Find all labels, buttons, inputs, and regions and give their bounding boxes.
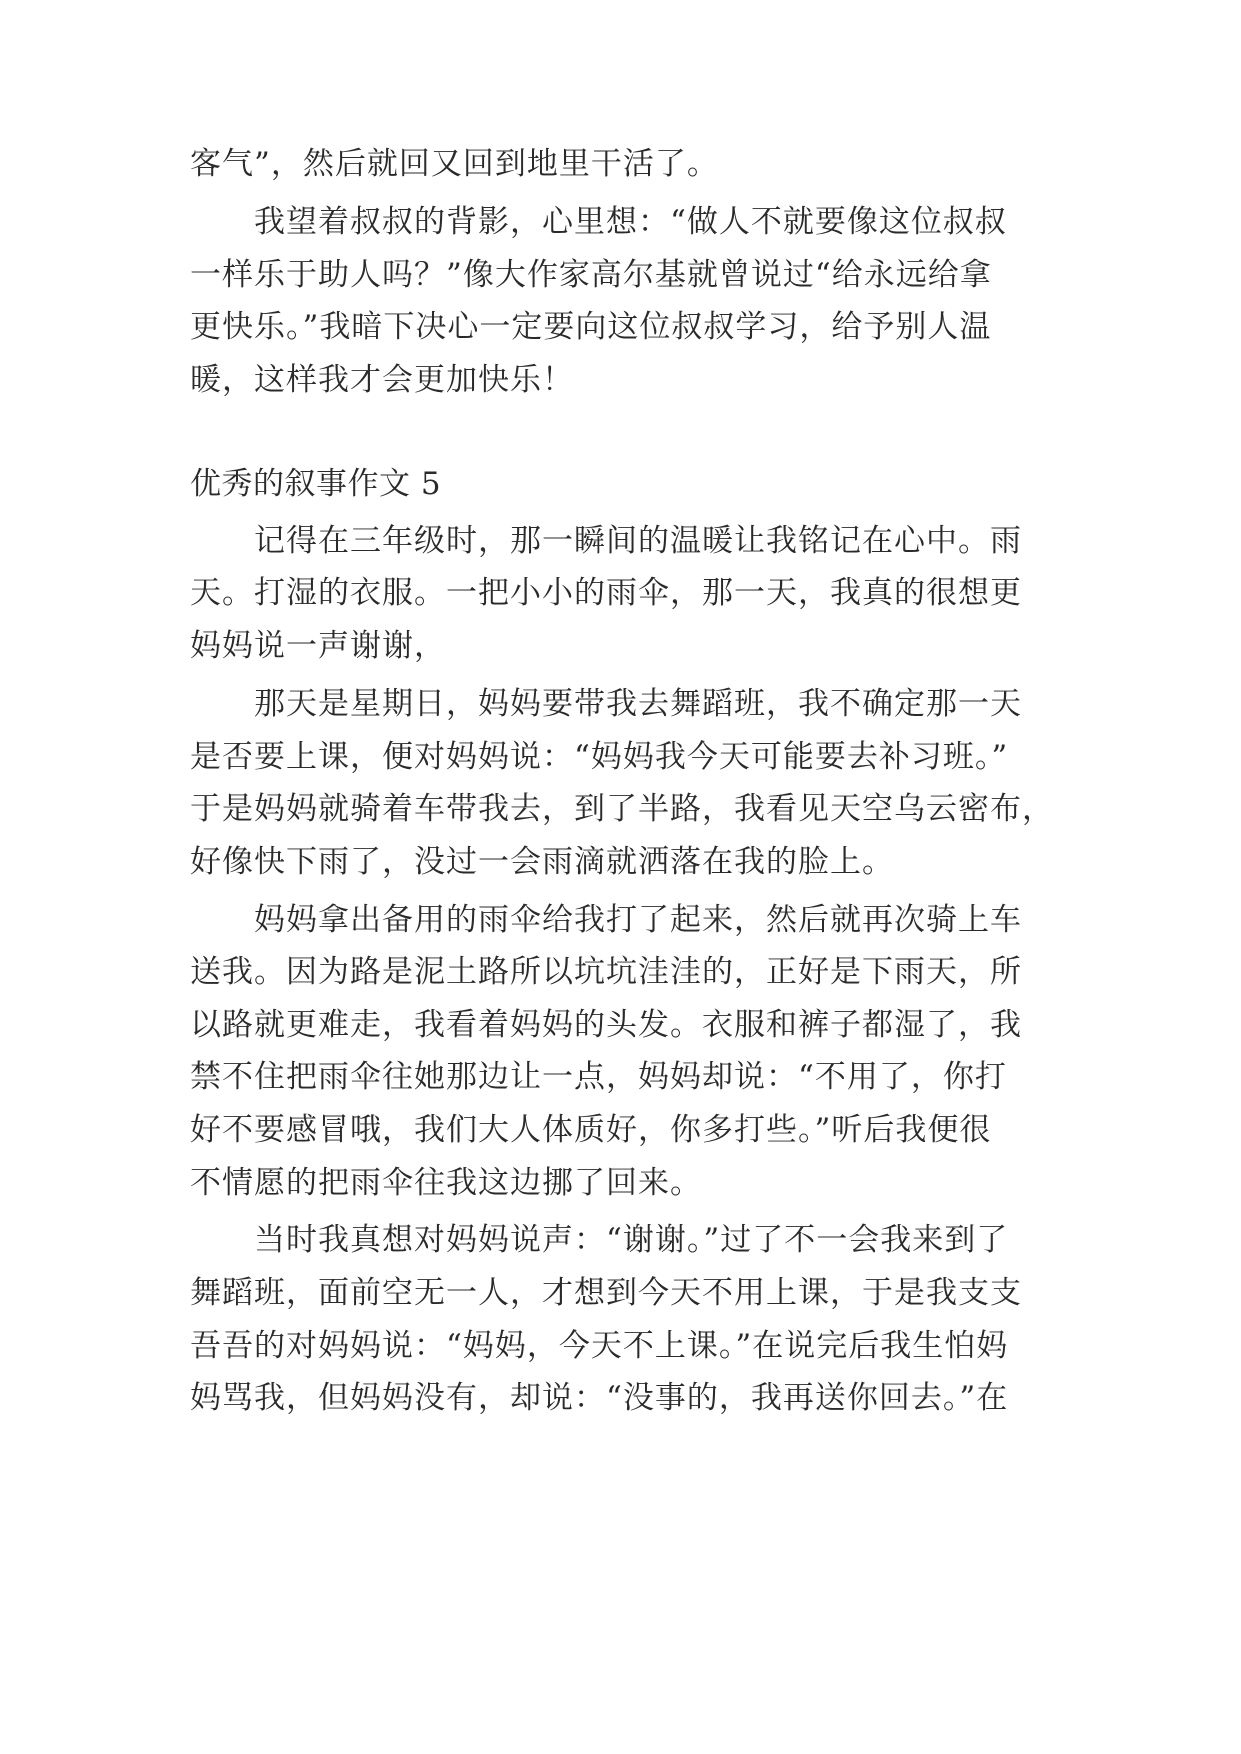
paragraph-line: 以路就更难走，我看着妈妈的头发。衣服和裤子都湿了，我 [190,1007,1022,1043]
paragraph-line: 禁不住把雨伞往她那边让一点，妈妈却说：“不用了，你打 [190,1059,1007,1095]
paragraph-line: 当时我真想对妈妈说声：“谢谢。”过了不一会我来到了 [190,1222,1009,1258]
paragraph-line: 是否要上课，便对妈妈说：“妈妈我今天可能要去补习班。” [190,739,1009,775]
paragraph-line: 客气”，然后就回又回到地里干活了。 [190,146,719,182]
paragraph-line: 我望着叔叔的背影，心里想：“做人不就要像这位叔叔 [190,204,1007,240]
paragraph-line: 送我。因为路是泥土路所以坑坑洼洼的，正好是下雨天，所 [190,954,1022,990]
paragraph-line: 天。打湿的衣服。一把小小的雨伞，那一天，我真的很想更 [190,575,1022,611]
paragraph-line: 妈妈拿出备用的雨伞给我打了起来，然后就再次骑上车 [190,902,1022,938]
paragraph-line: 妈妈说一声谢谢， [190,628,446,664]
section-heading: 优秀的叙事作文 5 [190,466,442,502]
paragraph-line: 舞蹈班，面前空无一人，才想到今天不用上课，于是我支支 [190,1275,1022,1311]
paragraph-line: 于是妈妈就骑着车带我去，到了半路，我看见天空乌云密布， [190,791,1054,827]
paragraph-line: 一样乐于助人吗？”像大作家高尔基就曾说过“给永远给拿 [190,257,992,293]
paragraph-line: 吾吾的对妈妈说：“妈妈，今天不上课。”在说完后我生怕妈 [190,1328,1009,1364]
paragraph-line: 不情愿的把雨伞往我这边挪了回来。 [190,1165,702,1201]
paragraph-line: 妈骂我，但妈妈没有，却说：“没事的，我再送你回去。”在 [190,1380,1009,1416]
paragraph-line: 那天是星期日，妈妈要带我去舞蹈班，我不确定那一天 [190,686,1022,722]
paragraph-line: 好不要感冒哦，我们大人体质好，你多打些。”听后我便很 [190,1112,992,1148]
paragraph-line: 更快乐。”我暗下决心一定要向这位叔叔学习，给予别人温 [190,309,992,345]
paragraph-line: 记得在三年级时，那一瞬间的温暖让我铭记在心中。雨 [190,523,1022,559]
paragraph-line: 暖，这样我才会更加快乐！ [190,362,574,398]
paragraph-line: 好像快下雨了，没过一会雨滴就洒落在我的脸上。 [190,844,894,880]
